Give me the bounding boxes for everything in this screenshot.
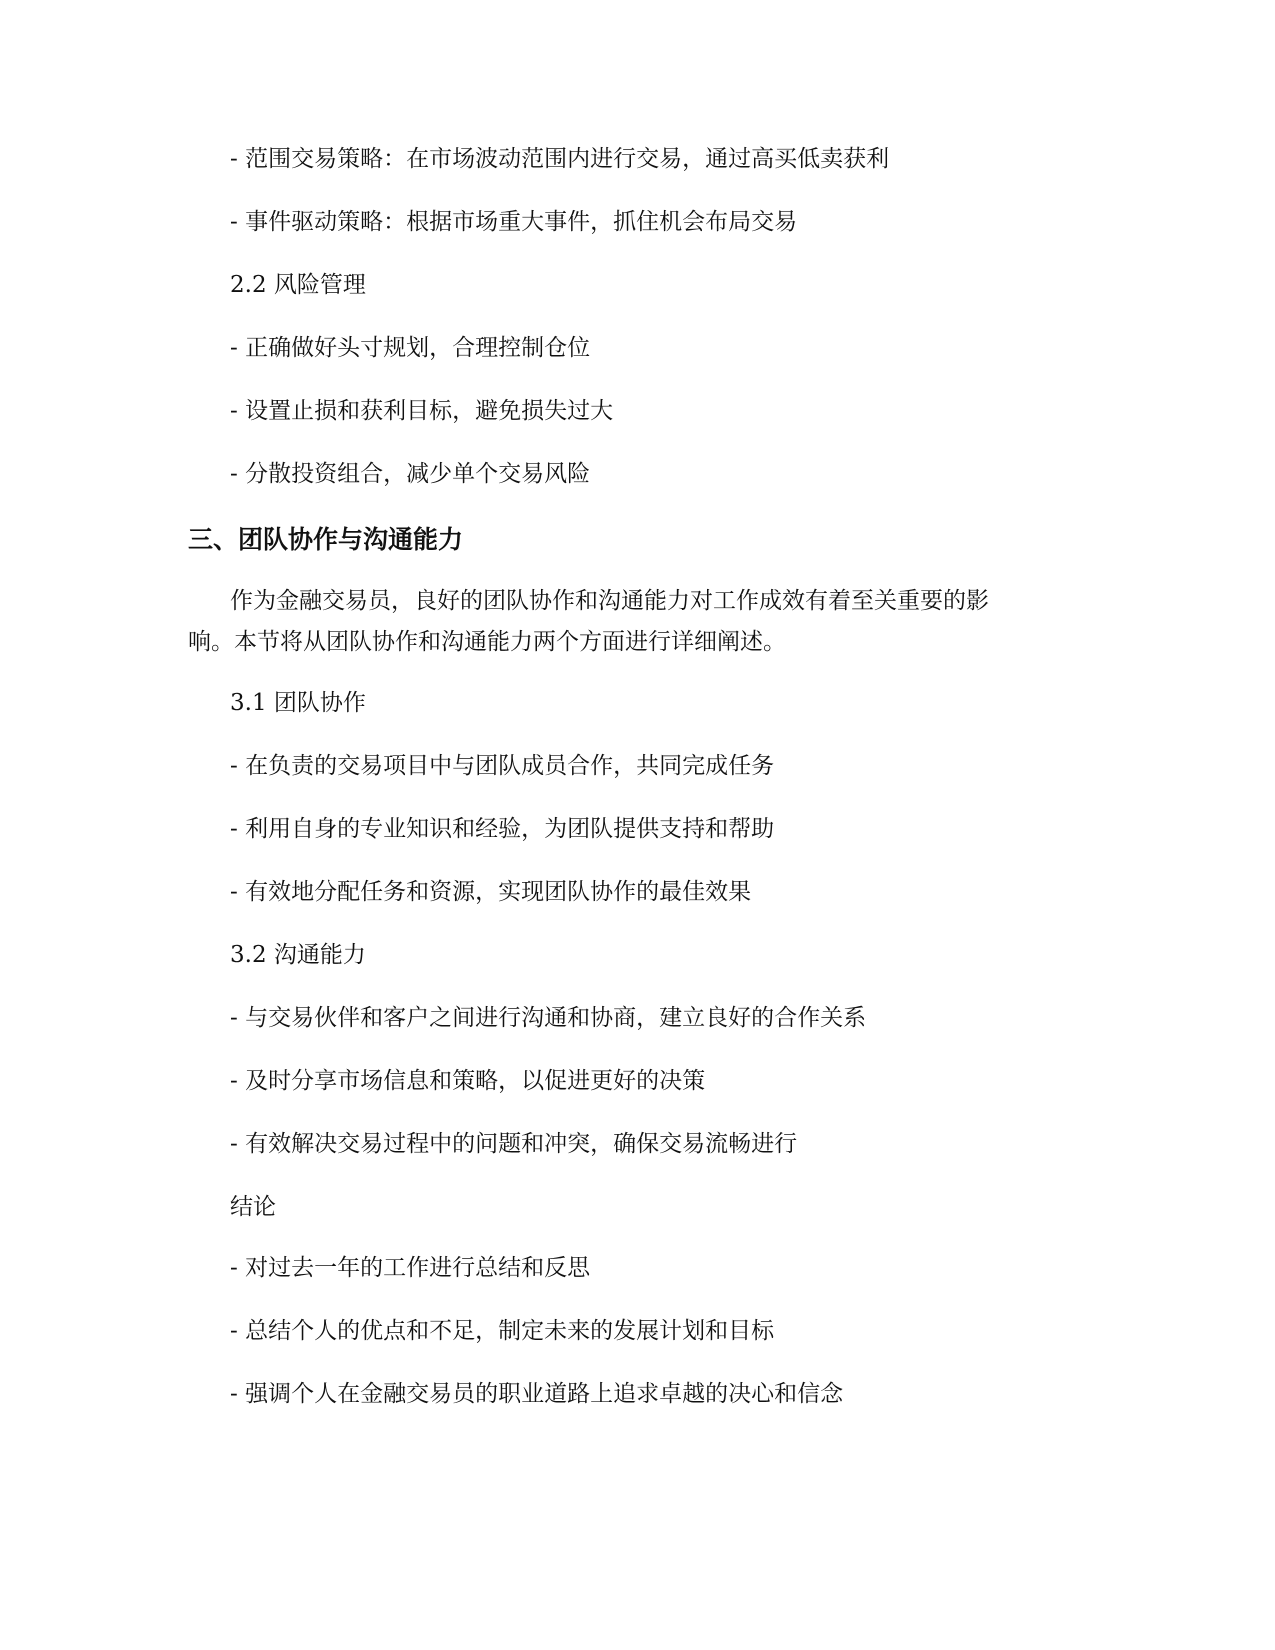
communication-item: - 与交易伙伴和客户之间进行沟通和协商，建立良好的合作关系 xyxy=(230,1005,867,1031)
strategy-item: - 范围交易策略：在市场波动范围内进行交易，通过高买低卖获利 xyxy=(230,146,890,172)
conclusion-item: - 总结个人的优点和不足，制定未来的发展计划和目标 xyxy=(230,1318,775,1344)
conclusion-title: 结论 xyxy=(230,1194,276,1220)
risk-subtitle: 2.2 风险管理 xyxy=(230,272,366,298)
teamwork-item: - 有效地分配任务和资源，实现团队协作的最佳效果 xyxy=(230,879,752,905)
communication-subtitle: 3.2 沟通能力 xyxy=(230,942,366,968)
conclusion-item: - 强调个人在金融交易员的职业道路上追求卓越的决心和信念 xyxy=(230,1381,844,1407)
risk-item: - 设置止损和获利目标，避免损失过大 xyxy=(230,398,614,424)
section-heading: 三、团队协作与沟通能力 xyxy=(188,525,464,554)
strategy-item: - 事件驱动策略：根据市场重大事件，抓住机会布局交易 xyxy=(230,209,798,235)
communication-item: - 有效解决交易过程中的问题和冲突，确保交易流畅进行 xyxy=(230,1131,798,1157)
risk-item: - 分散投资组合，减少单个交易风险 xyxy=(230,461,591,487)
intro-paragraph-line1: 作为金融交易员，良好的团队协作和沟通能力对工作成效有着至关重要的影 xyxy=(230,588,989,614)
teamwork-subtitle: 3.1 团队协作 xyxy=(230,690,366,716)
teamwork-item: - 利用自身的专业知识和经验，为团队提供支持和帮助 xyxy=(230,816,775,842)
teamwork-item: - 在负责的交易项目中与团队成员合作，共同完成任务 xyxy=(230,753,775,779)
communication-item: - 及时分享市场信息和策略，以促进更好的决策 xyxy=(230,1068,706,1094)
intro-paragraph-line2: 响。本节将从团队协作和沟通能力两个方面进行详细阐述。 xyxy=(188,629,786,655)
risk-item: - 正确做好头寸规划，合理控制仓位 xyxy=(230,335,591,361)
conclusion-item: - 对过去一年的工作进行总结和反思 xyxy=(230,1255,591,1281)
